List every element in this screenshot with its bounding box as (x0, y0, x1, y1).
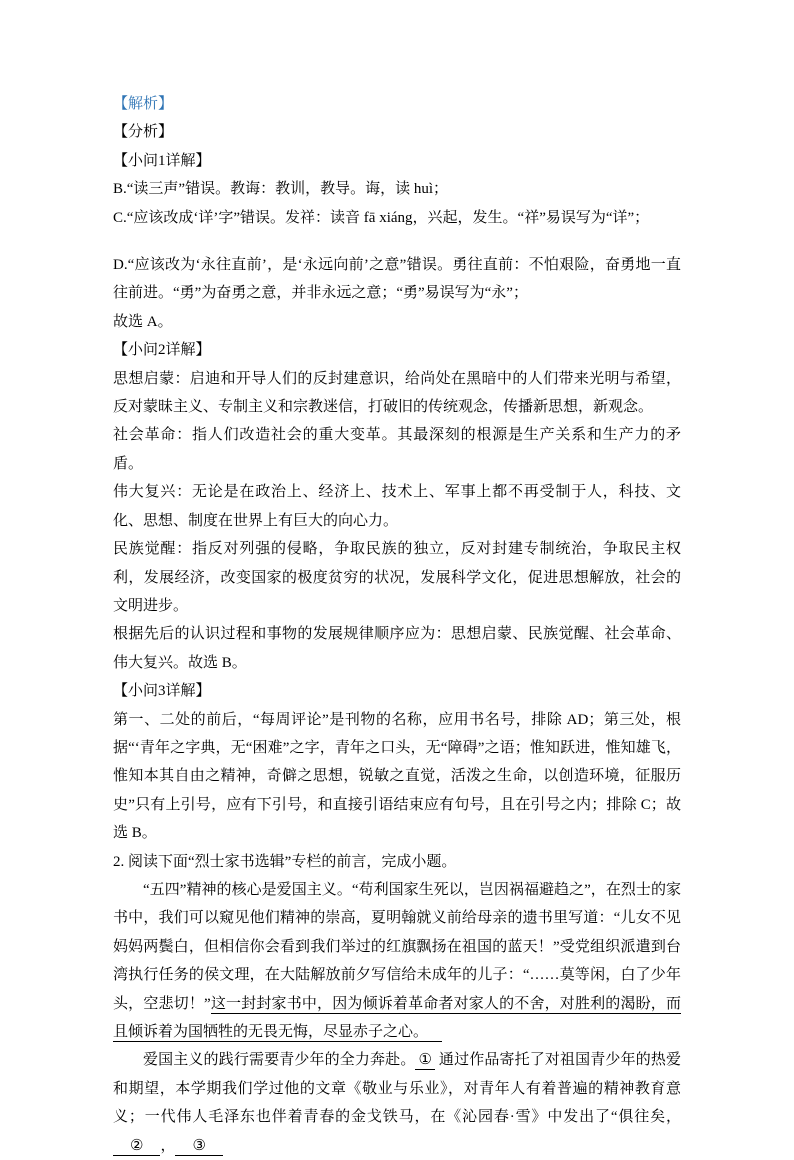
q2-definition-shehuigeming: 社会革命：指人们改造社会的重大变革。其最深刻的根源是生产关系和生产力的矛盾。 (113, 427, 681, 472)
analysis-heading: 【解析】 (113, 96, 174, 112)
q2-definition-weidafuxing: 伟大复兴：无论是在政治上、经济上、技术上、军事上都不再受制于人，科技、文化、思想、制度在世界上有巨大的向心力。 (113, 484, 681, 529)
q2-heading: 【小问2详解】 (113, 342, 211, 359)
q1-option-d-explanation: D.“应该改为‘永往直前’，是‘永远向前’之意”错误。勇往直前：不怕艰险，奋勇地一直往前进。“勇”为奋勇之意，并非永远之意；“勇”易误写为“永”； (113, 257, 681, 302)
q2-answer: 根据先后的认识过程和事物的发展规律顺序应为：思想启蒙、民族觉醒、社会革命、伟大复兴。故选 B。 (113, 626, 681, 671)
document-content (113, 90, 681, 1160)
preface-underlined-clause: 这一封封家书中，因为倾诉着革命者对家人的不舍，对胜利的渴盼，而且倾诉着为国牺牲的无畏无悔，尽显赤子之心。 (113, 995, 681, 1040)
q2-definition-sixiangqimeng: 思想启蒙：启迪和开导人们的反封建意识，给尚处在黑暗中的人们带来光明与希望，反对蒙昧主义、专制主义和宗教迷信，打破旧的传统观念，传播新思想，新观念。 (113, 370, 681, 416)
fenxi-heading: 【分析】 (113, 124, 174, 141)
fill-blank-2: ② (113, 1138, 160, 1156)
q1-option-c-explanation: C.“应该改成‘详’字”错误。发祥：读音 fā xiáng，兴起，发生。“祥”易误写为“详”； (113, 209, 650, 226)
preface-paragraph-1 (113, 876, 681, 1046)
fill-blank-1: ① (415, 1052, 435, 1070)
q2-definition-minzujuexing: 民族觉醒：指反对列强的侵略，争取民族的独立，反对封建专制统治，争取民主权利，发展经济，改变国家的极度贫穷的状况，发展科学文化，促进思想解放，社会的文明进步。 (113, 541, 681, 614)
blank-separator-comma: ， (160, 1137, 176, 1154)
preface-paragraph-2 (113, 1046, 681, 1160)
preface-paragraph-2-lead: 爱国主义的践行需要青少年的全力奔赴。 (143, 1052, 416, 1069)
q3-analysis: 第一、二处的前后，“每周评论”是刊物的名称，应用书名号，排除 AD；第三处，根据“‘青年之字典，无“困难”之字，青年之口头，无“障碍”之语；惟知跃进，惟知雄飞，惟知本其自由之精神，奇僻之思想，锐敏之直觉，活泼之生命，以创造环境，征服历史”只有上引号，应有下引号，和直接引语结束应有句号，且在引号之内；排除 C；故选 B。 (113, 711, 681, 842)
preface-paragraph-2-body: 通过作品寄托了对祖国青少年的热爱和期望，本学期我们学过他的文章《敬业与乐业》，对青年人有着普遍的精神教育意义；一代伟人毛泽东也伴着青春的金戈铁马，在《沁园春·雪》中发出了“俱往矣， (113, 1052, 681, 1126)
fill-blank-3: ③ (175, 1138, 222, 1156)
question2-intro: 2. 阅读下面“烈士家书选辑”专栏的前言，完成小题。 (113, 853, 457, 870)
q1-answer: 故选 A。 (113, 313, 173, 330)
q1-heading: 【小问1详解】 (113, 152, 211, 169)
q1-option-b-explanation: B.“读三声”错误。教诲：教训，教导。诲，读 huì； (113, 181, 448, 198)
q3-heading: 【小问3详解】 (113, 683, 211, 700)
preface-paragraph-1-text: “五四”精神的核心是爱国主义。“苟利国家生死以，岂因祸福避趋之”，在烈士的家书中，我们可以窥见他们精神的崇高，夏明翰就义前给母亲的遗书里写道：“儿女不见妈妈两鬓白，但相信你会看到我们举过的红旗飘扬在祖国的蓝天！”受党组织派遣到台湾执行任务的侯文理，在大陆解放前夕写信给未成年的儿子：“……莫等闲，白了少年头，空悲切！” (113, 881, 681, 1012)
